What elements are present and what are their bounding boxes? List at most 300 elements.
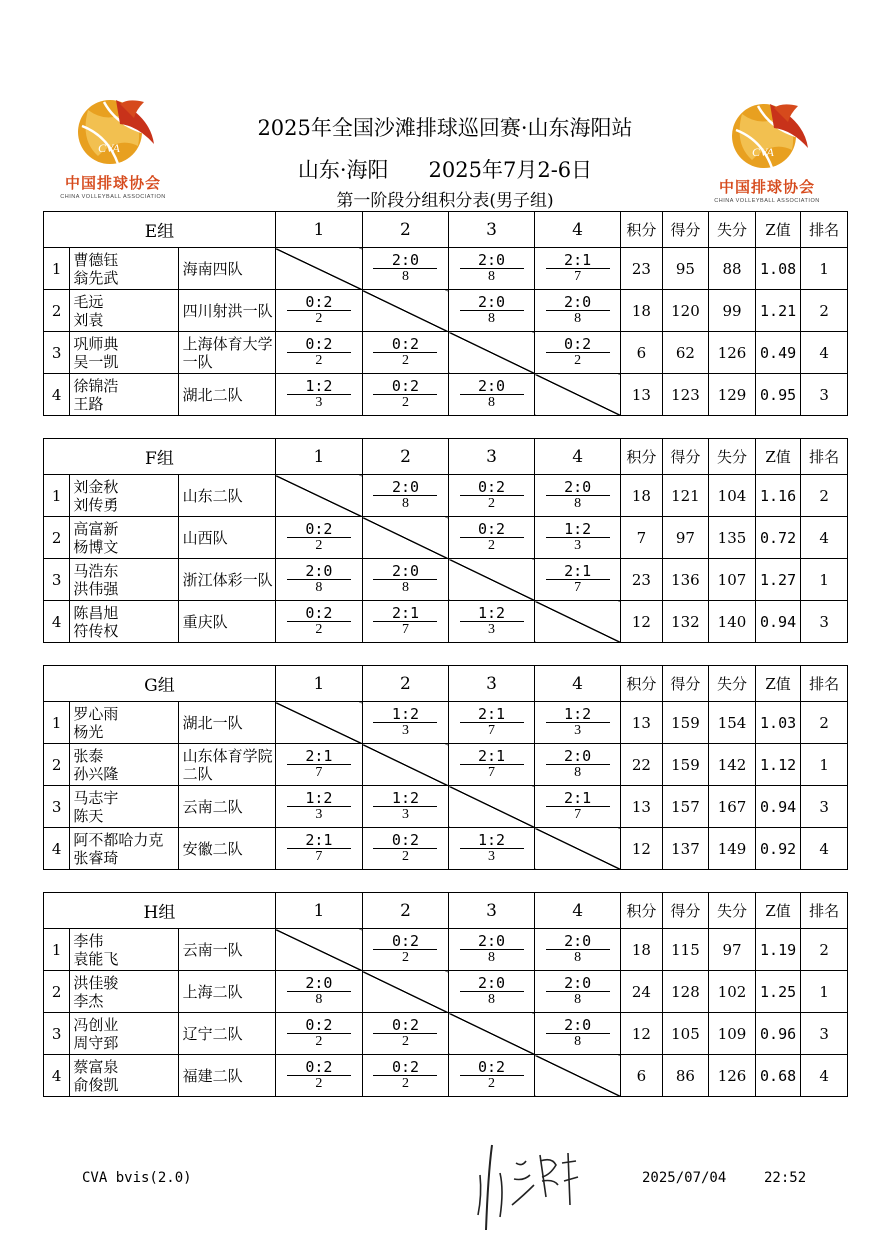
match-set-score: [363, 1060, 448, 1076]
match-set-score: [449, 749, 534, 765]
team-rank: 1: [801, 559, 848, 601]
group-name: F组: [44, 439, 276, 475]
team-name: 四川射洪一队: [178, 290, 275, 332]
match-points: 8: [488, 311, 496, 326]
column-header-rank: 排名: [801, 439, 848, 475]
player-1: 蔡富泉: [73, 1057, 119, 1076]
set-score-text: 1:2: [287, 379, 351, 395]
self-match-cell: [449, 786, 535, 828]
column-header-opponent: 4: [535, 439, 621, 475]
match-result-cell: [362, 786, 448, 828]
match-points: 8: [574, 311, 582, 326]
team-number: 1: [44, 475, 70, 517]
logo-english-text: CHINA VOLLEYBALL ASSOCIATION: [714, 198, 820, 204]
set-score-text: 0:2: [287, 1060, 351, 1076]
match-set-score: [363, 606, 448, 622]
match-result-cell: [275, 786, 362, 828]
player-2: 刘袁: [73, 310, 104, 329]
column-header-opponent: 4: [535, 212, 621, 248]
match-set-score: [535, 564, 620, 580]
player-2: 陈天: [73, 806, 104, 825]
match-set-score: [363, 480, 448, 496]
match-set-score: [535, 337, 620, 353]
match-points: 2: [488, 1076, 496, 1091]
player-names: [70, 559, 178, 601]
player-1: 马浩东: [73, 561, 119, 580]
group-name: G组: [44, 666, 276, 702]
self-match-cell: [275, 929, 362, 971]
match-result-cell: [535, 929, 621, 971]
column-header-lost: 失分: [709, 439, 756, 475]
player-1: 马志宇: [73, 788, 119, 807]
team-row: [44, 971, 848, 1013]
self-match-cell: [362, 517, 448, 559]
set-score-text: 0:2: [287, 337, 351, 353]
match-result-cell: [275, 374, 362, 416]
set-score-text: 0:2: [373, 379, 437, 395]
match-points: 8: [401, 580, 409, 595]
match-points: 2: [401, 1076, 409, 1091]
self-match-cell: [535, 828, 621, 870]
set-score-text: 2:1: [287, 833, 351, 849]
match-points: 3: [574, 723, 582, 738]
match-points: 8: [315, 580, 323, 595]
column-header-opponent: 3: [449, 439, 535, 475]
column-header-opponent: 3: [449, 212, 535, 248]
team-row: [44, 702, 848, 744]
z-value: 0.49: [755, 332, 801, 374]
set-score-text: 2:0: [460, 976, 524, 992]
player-2: 周守郅: [73, 1033, 119, 1052]
total-points: 18: [621, 929, 663, 971]
match-set-score: [535, 707, 620, 723]
team-row: [44, 601, 848, 643]
match-result-cell: [362, 559, 448, 601]
match-result-cell: [535, 290, 621, 332]
column-header-opponent: 3: [449, 893, 535, 929]
set-score-text: 2:0: [546, 1018, 610, 1034]
team-name: 海南四队: [178, 248, 275, 290]
match-points: 8: [574, 992, 582, 1007]
match-points: 3: [488, 849, 496, 864]
group-header-row: [44, 666, 848, 702]
group-table-g: [43, 665, 848, 870]
self-match-cell: [449, 1013, 535, 1055]
points-scored: 157: [662, 786, 709, 828]
team-rank: 2: [801, 702, 848, 744]
team-row: [44, 332, 848, 374]
match-set-score: [535, 934, 620, 950]
team-number: 3: [44, 1013, 70, 1055]
set-score-text: 2:0: [546, 295, 610, 311]
team-rank: 1: [801, 744, 848, 786]
team-number: 3: [44, 559, 70, 601]
player-1: 刘金秋: [73, 477, 119, 496]
set-score-text: 2:0: [460, 295, 524, 311]
total-points: 7: [621, 517, 663, 559]
match-result-cell: [362, 332, 448, 374]
set-score-text: 0:2: [460, 522, 524, 538]
match-points: 2: [401, 353, 409, 368]
z-value: 0.96: [755, 1013, 801, 1055]
z-value: 1.21: [755, 290, 801, 332]
points-lost: 167: [709, 786, 756, 828]
team-rank: 4: [801, 1055, 848, 1097]
self-match-cell: [535, 601, 621, 643]
match-result-cell: [535, 744, 621, 786]
set-score-text: 2:0: [460, 379, 524, 395]
match-result-cell: [362, 248, 448, 290]
team-rank: 2: [801, 475, 848, 517]
team-number: 2: [44, 517, 70, 559]
set-score-text: 1:2: [373, 791, 437, 807]
team-number: 1: [44, 248, 70, 290]
self-match-cell: [449, 332, 535, 374]
set-score-text: 2:1: [460, 707, 524, 723]
column-header-rank: 排名: [801, 212, 848, 248]
player-names: [70, 744, 178, 786]
match-set-score: [363, 791, 448, 807]
match-result-cell: [449, 971, 535, 1013]
player-1: 罗心雨: [73, 704, 119, 723]
set-score-text: 1:2: [460, 606, 524, 622]
match-set-score: [449, 379, 534, 395]
z-value: 1.03: [755, 702, 801, 744]
match-result-cell: [449, 929, 535, 971]
set-score-text: 0:2: [373, 934, 437, 950]
team-name: 安徽二队: [178, 828, 275, 870]
set-score-text: 2:0: [373, 253, 437, 269]
match-set-score: [535, 253, 620, 269]
match-set-score: [276, 1018, 362, 1034]
team-name: 山东二队: [178, 475, 275, 517]
column-header-opponent: 2: [362, 439, 448, 475]
z-value: 0.95: [755, 374, 801, 416]
match-set-score: [276, 337, 362, 353]
self-match-cell: [275, 248, 362, 290]
player-2: 李杰: [73, 991, 104, 1010]
team-name: 云南二队: [178, 786, 275, 828]
column-header-opponent: 4: [535, 893, 621, 929]
points-lost: 149: [709, 828, 756, 870]
player-1: 陈昌旭: [73, 603, 119, 622]
match-points: 2: [401, 1034, 409, 1049]
team-rank: 2: [801, 929, 848, 971]
column-header-lost: 失分: [709, 666, 756, 702]
match-result-cell: [449, 702, 535, 744]
match-points: 7: [574, 580, 582, 595]
column-header-opponent: 2: [362, 212, 448, 248]
match-set-score: [449, 522, 534, 538]
points-scored: 128: [662, 971, 709, 1013]
set-score-text: 2:0: [373, 564, 437, 580]
column-header-opponent: 1: [275, 212, 362, 248]
match-result-cell: [362, 1013, 448, 1055]
match-points: 7: [574, 807, 582, 822]
match-result-cell: [362, 702, 448, 744]
set-score-text: 0:2: [373, 833, 437, 849]
match-set-score: [449, 707, 534, 723]
match-points: 8: [401, 496, 409, 511]
logo-english-text: CHINA VOLLEYBALL ASSOCIATION: [60, 194, 166, 200]
player-1: 李伟: [73, 931, 104, 950]
match-result-cell: [275, 559, 362, 601]
points-scored: 123: [662, 374, 709, 416]
match-result-cell: [535, 971, 621, 1013]
player-names: [70, 248, 178, 290]
match-set-score: [276, 1060, 362, 1076]
team-row: [44, 248, 848, 290]
player-names: [70, 290, 178, 332]
footer-date: 2025/07/04: [642, 1170, 727, 1186]
set-score-text: 2:0: [460, 253, 524, 269]
column-header-scored: 得分: [662, 439, 709, 475]
set-score-text: 2:0: [287, 564, 351, 580]
team-name: 辽宁二队: [178, 1013, 275, 1055]
match-set-score: [535, 480, 620, 496]
match-points: 3: [488, 622, 496, 637]
player-2: 袁能飞: [73, 949, 119, 968]
points-scored: 86: [662, 1055, 709, 1097]
group-table-e: [43, 211, 848, 416]
match-points: 2: [315, 353, 323, 368]
match-points: 2: [315, 1034, 323, 1049]
player-1: 阿不都哈力克: [73, 830, 164, 849]
points-scored: 105: [662, 1013, 709, 1055]
footer-software: CVA bvis(2.0): [82, 1170, 192, 1186]
match-points: 7: [488, 765, 496, 780]
page-subtitle: 第一阶段分组积分表(男子组): [336, 191, 554, 211]
set-score-text: 0:2: [287, 1018, 351, 1034]
player-names: [70, 828, 178, 870]
points-scored: 115: [662, 929, 709, 971]
points-lost: 104: [709, 475, 756, 517]
match-set-score: [276, 564, 362, 580]
team-row: [44, 1055, 848, 1097]
total-points: 6: [621, 1055, 663, 1097]
team-number: 2: [44, 971, 70, 1013]
logo-name-text: 中国排球协会: [64, 174, 161, 192]
team-number: 1: [44, 929, 70, 971]
match-set-score: [449, 976, 534, 992]
points-lost: 135: [709, 517, 756, 559]
match-result-cell: [535, 559, 621, 601]
self-match-cell: [362, 744, 448, 786]
team-row: [44, 475, 848, 517]
player-2: 王路: [73, 394, 104, 413]
team-number: 4: [44, 828, 70, 870]
match-result-cell: [535, 517, 621, 559]
player-1: 张泰: [73, 746, 104, 765]
column-header-scored: 得分: [662, 666, 709, 702]
column-header-opponent: 1: [275, 439, 362, 475]
team-name: 湖北一队: [178, 702, 275, 744]
match-points: 3: [401, 807, 409, 822]
column-header-opponent: 1: [275, 893, 362, 929]
team-name: 山西队: [178, 517, 275, 559]
team-name: 上海体育大学一队: [178, 332, 275, 374]
match-set-score: [449, 606, 534, 622]
match-set-score: [535, 522, 620, 538]
set-score-text: 0:2: [287, 295, 351, 311]
match-result-cell: [535, 702, 621, 744]
points-lost: 154: [709, 702, 756, 744]
total-points: 12: [621, 828, 663, 870]
self-match-cell: [275, 702, 362, 744]
match-set-score: [276, 833, 362, 849]
match-points: 8: [488, 992, 496, 1007]
player-names: [70, 1055, 178, 1097]
group-table-f: [43, 438, 848, 643]
match-set-score: [535, 1018, 620, 1034]
points-lost: 140: [709, 601, 756, 643]
team-rank: 3: [801, 786, 848, 828]
column-header-scored: 得分: [662, 212, 709, 248]
match-result-cell: [449, 248, 535, 290]
column-header-opponent: 1: [275, 666, 362, 702]
self-match-cell: [535, 1055, 621, 1097]
group-name: E组: [44, 212, 276, 248]
match-result-cell: [449, 601, 535, 643]
match-set-score: [449, 1060, 534, 1076]
total-points: 23: [621, 248, 663, 290]
match-set-score: [363, 253, 448, 269]
set-score-text: 1:2: [373, 707, 437, 723]
match-set-score: [276, 295, 362, 311]
match-points: 2: [488, 538, 496, 553]
set-score-text: 0:2: [460, 1060, 524, 1076]
column-header-z: Z值: [755, 666, 801, 702]
match-set-score: [363, 564, 448, 580]
column-header-opponent: 2: [362, 893, 448, 929]
player-1: 毛远: [73, 292, 104, 311]
player-2: 符传权: [73, 621, 119, 640]
column-header-points: 积分: [621, 212, 663, 248]
self-match-cell: [449, 559, 535, 601]
column-header-opponent: 4: [535, 666, 621, 702]
match-set-score: [535, 976, 620, 992]
page-title: 2025年全国沙滩排球巡回赛·山东海阳站: [257, 116, 633, 140]
self-match-cell: [362, 971, 448, 1013]
points-lost: 142: [709, 744, 756, 786]
set-score-text: 1:2: [287, 791, 351, 807]
player-2: 张睿琦: [73, 848, 119, 867]
match-set-score: [276, 791, 362, 807]
match-result-cell: [535, 332, 621, 374]
team-number: 4: [44, 1055, 70, 1097]
z-value: 1.27: [755, 559, 801, 601]
match-points: 3: [574, 538, 582, 553]
player-2: 吴一凯: [73, 352, 119, 371]
player-2: 孙兴隆: [73, 764, 119, 783]
match-points: 2: [401, 395, 409, 410]
column-header-scored: 得分: [662, 893, 709, 929]
points-scored: 137: [662, 828, 709, 870]
team-number: 2: [44, 290, 70, 332]
column-header-z: Z值: [755, 439, 801, 475]
team-rank: 1: [801, 971, 848, 1013]
match-set-score: [363, 833, 448, 849]
set-score-text: 2:0: [373, 480, 437, 496]
match-set-score: [363, 337, 448, 353]
match-points: 2: [315, 1076, 323, 1091]
z-value: 1.16: [755, 475, 801, 517]
group-table-h: [43, 892, 848, 1097]
player-names: [70, 971, 178, 1013]
points-lost: 99: [709, 290, 756, 332]
match-result-cell: [275, 290, 362, 332]
total-points: 12: [621, 1013, 663, 1055]
match-points: 8: [401, 269, 409, 284]
team-rank: 3: [801, 1013, 848, 1055]
match-points: 7: [488, 723, 496, 738]
match-set-score: [276, 379, 362, 395]
player-2: 翁先武: [73, 268, 119, 287]
player-1: 洪佳骏: [73, 973, 119, 992]
group-header-row: [44, 212, 848, 248]
player-2: 俞俊凯: [73, 1075, 119, 1094]
team-rank: 4: [801, 332, 848, 374]
set-score-text: 1:2: [460, 833, 524, 849]
player-2: 杨博文: [73, 537, 119, 556]
points-lost: 109: [709, 1013, 756, 1055]
player-1: 高富新: [73, 519, 119, 538]
match-result-cell: [535, 786, 621, 828]
self-match-cell: [275, 475, 362, 517]
points-lost: 129: [709, 374, 756, 416]
match-result-cell: [535, 248, 621, 290]
self-match-cell: [362, 290, 448, 332]
match-result-cell: [362, 828, 448, 870]
points-lost: 102: [709, 971, 756, 1013]
team-rank: 3: [801, 601, 848, 643]
event-location: 山东·海阳: [297, 158, 389, 182]
match-points: 8: [488, 395, 496, 410]
match-set-score: [449, 253, 534, 269]
total-points: 13: [621, 786, 663, 828]
column-header-points: 积分: [621, 439, 663, 475]
points-scored: 159: [662, 744, 709, 786]
match-result-cell: [449, 290, 535, 332]
team-name: 上海二队: [178, 971, 275, 1013]
match-set-score: [276, 606, 362, 622]
points-lost: 107: [709, 559, 756, 601]
match-points: 3: [315, 807, 323, 822]
z-value: 0.94: [755, 786, 801, 828]
team-number: 4: [44, 601, 70, 643]
svg-text:CVA: CVA: [98, 141, 120, 155]
match-set-score: [276, 749, 362, 765]
team-row: [44, 1013, 848, 1055]
points-scored: 120: [662, 290, 709, 332]
z-value: 1.08: [755, 248, 801, 290]
match-points: 8: [574, 765, 582, 780]
team-number: 1: [44, 702, 70, 744]
set-score-text: 2:0: [546, 934, 610, 950]
team-row: [44, 517, 848, 559]
group-name: H组: [44, 893, 276, 929]
set-score-text: 2:1: [546, 564, 610, 580]
match-points: 2: [315, 311, 323, 326]
match-result-cell: [275, 517, 362, 559]
column-header-z: Z值: [755, 212, 801, 248]
total-points: 23: [621, 559, 663, 601]
team-row: [44, 290, 848, 332]
column-header-z: Z值: [755, 893, 801, 929]
match-points: 8: [315, 992, 323, 1007]
set-score-text: 2:0: [546, 480, 610, 496]
team-name: 湖北二队: [178, 374, 275, 416]
